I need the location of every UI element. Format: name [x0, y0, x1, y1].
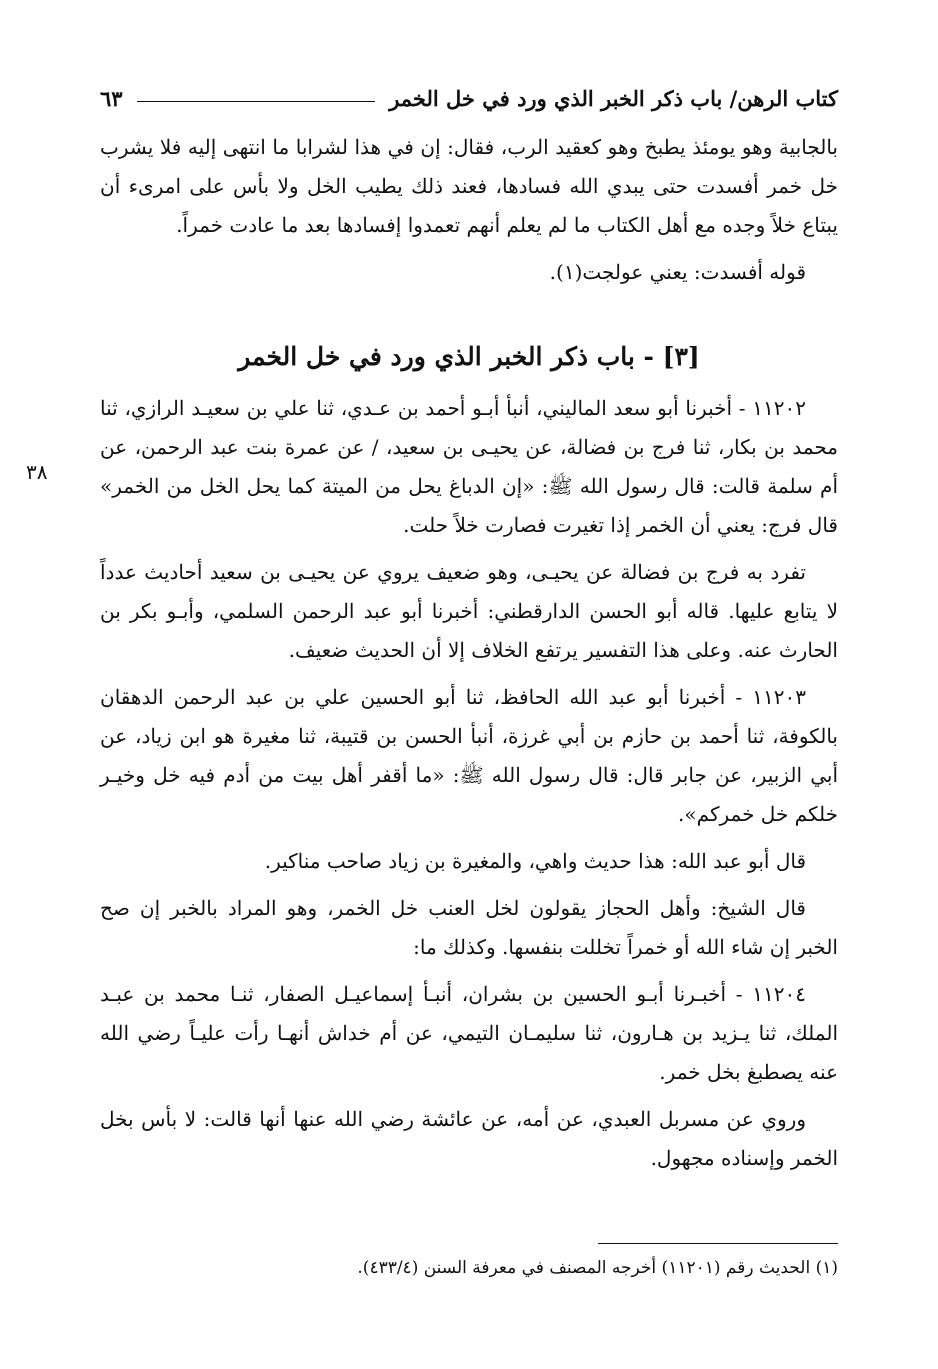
running-title: كتاب الرهن/ باب ذكر الخبر الذي ورد في خل الخمر [389, 85, 838, 111]
margin-page-reference: ٣٨ [26, 460, 48, 484]
page-number: ٦٣ [100, 85, 123, 111]
main-text [100, 128, 838, 1186]
commentary-paragraph: وروي عن مسربل العبدي، عن أمه، عن عائشة رضي الله عنها أنها قالت: لا بأس بخل الخمر وإسناده مجهول. [100, 1107, 838, 1170]
footnote: (١) الحديث رقم (١١٢٠١) أخرجه المصنف في معرفة السنن (٤٣٣/٤). [357, 1258, 838, 1278]
paragraph-continuation: بالجابية وهو يومئذ يطبخ وهو كعقيد الرب، فقال: إن في هذا لشرابا ما انتهى إليه فلا يشرب خل خمر أفسدت حتى يبدي الله فسادها، فعند ذلك يطيب الخل ولا بأس على امرىء أن يبتاع خلاً وجده مع أهل الكتاب ما لم يعلم أنهم تعمدوا إفسادها بعد ما عادت خمراً. [100, 135, 838, 237]
header-rule [137, 101, 376, 102]
paragraph-gloss: قوله أفسدت: يعني عولجت(١). [549, 260, 806, 284]
footnote-separator [598, 1243, 838, 1244]
section-heading: [٣] - باب ذكر الخبر الذي ورد في خل الخمر [238, 342, 700, 371]
commentary-paragraph: تفرد به فرج بن فضالة عن يحيـى، وهو ضعيف يروي عن يحيـى بن سعيد أحاديث عدداً لا يتابع عليها. قاله أبو الحسن الدارقطني: أخبرنا أبو عبد الرحمن السلمي، وأبـو بكر بن الحارث عنه. وعلى هذا التفسير يرتفع الخلاف إلا أن الحديث ضعيف. [100, 560, 838, 662]
commentary-paragraph: قال أبو عبد الله: هذا حديث واهي، والمغيرة بن زياد صاحب مناكير. [264, 849, 806, 873]
hadith-11203: ١١٢٠٣ - أخبرنا أبو عبد الله الحافظ، ثنا أبو الحسين علي بن عبد الرحمن الدهقان بالكوفة، ثنا أحمد بن حازم بن أبي غرزة، أنبأ الحسن بن قتيبة، ثنا مغيرة هو ابن زياد، عن أبي الزبير، عن جابر قال: قال رسول الله ﷺ: «ما أقفر أهل بيت من أدم فيه خل وخيـر خلكم خل خمركم». [100, 685, 838, 826]
hadith-11202: ١١٢٠٢ - أخبرنا أبو سعد الماليني، أنبأ أبـو أحمد بن عـدي، ثنا علي بن سعيـد الرازي، ثنا محمد بن بكار، ثنا فرج بن فضالة، عن يحيـى بن سعيد، / عن عمرة بنت عبد الرحمن، عن أم سلمة قالت: قال رسول الله ﷺ: «إن الدباغ يحل من الميتة كما يحل الخل من الخمر» قال فرج: يعني أن الخمر إذا تغيرت فصارت خلاً حلت. [100, 396, 838, 537]
running-header [100, 80, 838, 116]
commentary-paragraph: قال الشيخ: وأهل الحجاز يقولون لخل العنب خل الخمر، وهو المراد بالخبر إن صح الخبر إن شاء الله أو خمراً تخللت بنفسها. وكذلك ما: [100, 896, 838, 959]
hadith-11204: ١١٢٠٤ - أخبـرنا أبـو الحسين بن بشران، أنبـأ إسماعيـل الصفار، ثنـا محمد بن عبـد الملك، ثنا يـزيد بن هـارون، ثنا سليمـان التيمي، عن أم خداش أنهـا رأت عليـاً رضي الله عنه يصطبغ بخل خمر. [100, 982, 838, 1084]
